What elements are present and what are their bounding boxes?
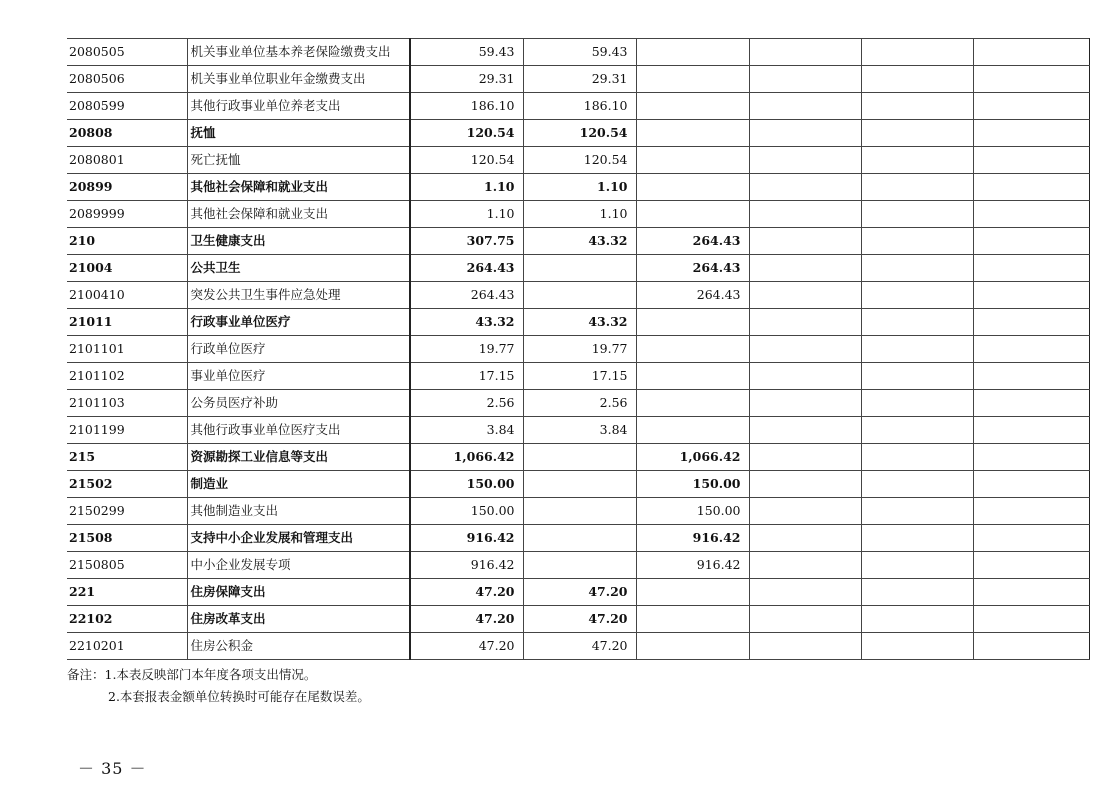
account-name-cell: 其他社会保障和就业支出 bbox=[187, 174, 410, 201]
basic-expenditure-cell: 43.32 bbox=[523, 309, 636, 336]
basic-expenditure-cell: 2.56 bbox=[523, 390, 636, 417]
empty-cell bbox=[749, 174, 861, 201]
total-amount-cell: 150.00 bbox=[410, 498, 523, 525]
total-amount-cell: 150.00 bbox=[410, 471, 523, 498]
table-row bbox=[67, 255, 1089, 282]
basic-expenditure-cell: 120.54 bbox=[523, 147, 636, 174]
project-expenditure-cell bbox=[636, 336, 749, 363]
total-amount-cell: 29.31 bbox=[410, 66, 523, 93]
project-expenditure-cell bbox=[636, 633, 749, 660]
empty-cell bbox=[861, 579, 973, 606]
empty-cell bbox=[861, 498, 973, 525]
account-name-cell: 住房改革支出 bbox=[187, 606, 410, 633]
footnote-2: 2.本套报表金额单位转换时可能存在尾数误差。 bbox=[108, 689, 370, 704]
basic-expenditure-cell bbox=[523, 471, 636, 498]
project-expenditure-cell bbox=[636, 120, 749, 147]
empty-cell bbox=[973, 228, 1089, 255]
empty-cell bbox=[749, 633, 861, 660]
empty-cell bbox=[749, 606, 861, 633]
project-expenditure-cell: 916.42 bbox=[636, 552, 749, 579]
table-row bbox=[67, 633, 1089, 660]
account-name-cell: 中小企业发展专项 bbox=[187, 552, 410, 579]
basic-expenditure-cell bbox=[523, 444, 636, 471]
account-name-cell: 住房公积金 bbox=[187, 633, 410, 660]
empty-cell bbox=[973, 444, 1089, 471]
project-expenditure-cell bbox=[636, 309, 749, 336]
empty-cell bbox=[749, 228, 861, 255]
table-row bbox=[67, 336, 1089, 363]
account-code-cell: 21011 bbox=[67, 309, 187, 336]
basic-expenditure-cell: 1.10 bbox=[523, 201, 636, 228]
total-amount-cell: 17.15 bbox=[410, 363, 523, 390]
project-expenditure-cell bbox=[636, 66, 749, 93]
total-amount-cell: 59.43 bbox=[410, 39, 523, 66]
empty-cell bbox=[749, 120, 861, 147]
account-name-cell: 死亡抚恤 bbox=[187, 147, 410, 174]
total-amount-cell: 120.54 bbox=[410, 120, 523, 147]
table-row bbox=[67, 552, 1089, 579]
total-amount-cell: 47.20 bbox=[410, 606, 523, 633]
empty-cell bbox=[973, 201, 1089, 228]
basic-expenditure-cell bbox=[523, 525, 636, 552]
account-name-cell: 公务员医疗补助 bbox=[187, 390, 410, 417]
account-code-cell: 22102 bbox=[67, 606, 187, 633]
project-expenditure-cell bbox=[636, 363, 749, 390]
empty-cell bbox=[749, 309, 861, 336]
empty-cell bbox=[973, 336, 1089, 363]
account-code-cell: 2089999 bbox=[67, 201, 187, 228]
account-name-cell: 抚恤 bbox=[187, 120, 410, 147]
basic-expenditure-cell: 59.43 bbox=[523, 39, 636, 66]
empty-cell bbox=[749, 93, 861, 120]
project-expenditure-cell bbox=[636, 201, 749, 228]
table-row bbox=[67, 498, 1089, 525]
account-code-cell: 20899 bbox=[67, 174, 187, 201]
empty-cell bbox=[861, 471, 973, 498]
account-code-cell: 2100410 bbox=[67, 282, 187, 309]
page-number: － 35 － bbox=[78, 759, 147, 778]
project-expenditure-cell: 150.00 bbox=[636, 498, 749, 525]
empty-cell bbox=[861, 39, 973, 66]
empty-cell bbox=[973, 255, 1089, 282]
account-name-cell: 制造业 bbox=[187, 471, 410, 498]
empty-cell bbox=[861, 417, 973, 444]
basic-expenditure-cell: 17.15 bbox=[523, 363, 636, 390]
empty-cell bbox=[861, 390, 973, 417]
empty-cell bbox=[749, 471, 861, 498]
project-expenditure-cell bbox=[636, 147, 749, 174]
account-code-cell: 210 bbox=[67, 228, 187, 255]
empty-cell bbox=[973, 66, 1089, 93]
basic-expenditure-cell: 1.10 bbox=[523, 174, 636, 201]
empty-cell bbox=[861, 282, 973, 309]
account-code-cell: 2080801 bbox=[67, 147, 187, 174]
account-name-cell: 其他社会保障和就业支出 bbox=[187, 201, 410, 228]
account-code-cell: 2101199 bbox=[67, 417, 187, 444]
table-row bbox=[67, 201, 1089, 228]
account-name-cell: 卫生健康支出 bbox=[187, 228, 410, 255]
basic-expenditure-cell bbox=[523, 255, 636, 282]
empty-cell bbox=[749, 579, 861, 606]
empty-cell bbox=[749, 39, 861, 66]
table-row bbox=[67, 93, 1089, 120]
table-row bbox=[67, 309, 1089, 336]
empty-cell bbox=[973, 39, 1089, 66]
empty-cell bbox=[973, 309, 1089, 336]
account-code-cell: 2150805 bbox=[67, 552, 187, 579]
empty-cell bbox=[749, 363, 861, 390]
basic-expenditure-cell bbox=[523, 498, 636, 525]
account-name-cell: 机关事业单位职业年金缴费支出 bbox=[187, 66, 410, 93]
empty-cell bbox=[861, 174, 973, 201]
account-code-cell: 2080505 bbox=[67, 39, 187, 66]
basic-expenditure-cell: 47.20 bbox=[523, 606, 636, 633]
account-name-cell: 住房保障支出 bbox=[187, 579, 410, 606]
empty-cell bbox=[749, 552, 861, 579]
empty-cell bbox=[973, 525, 1089, 552]
empty-cell bbox=[749, 66, 861, 93]
basic-expenditure-cell: 47.20 bbox=[523, 633, 636, 660]
table-row bbox=[67, 120, 1089, 147]
project-expenditure-cell: 150.00 bbox=[636, 471, 749, 498]
account-code-cell: 21508 bbox=[67, 525, 187, 552]
total-amount-cell: 186.10 bbox=[410, 93, 523, 120]
empty-cell bbox=[973, 147, 1089, 174]
empty-cell bbox=[749, 336, 861, 363]
account-name-cell: 行政单位医疗 bbox=[187, 336, 410, 363]
basic-expenditure-cell: 29.31 bbox=[523, 66, 636, 93]
empty-cell bbox=[973, 363, 1089, 390]
account-name-cell: 其他制造业支出 bbox=[187, 498, 410, 525]
table-row bbox=[67, 471, 1089, 498]
empty-cell bbox=[749, 201, 861, 228]
total-amount-cell: 1,066.42 bbox=[410, 444, 523, 471]
empty-cell bbox=[973, 471, 1089, 498]
empty-cell bbox=[861, 66, 973, 93]
project-expenditure-cell: 264.43 bbox=[636, 255, 749, 282]
project-expenditure-cell bbox=[636, 606, 749, 633]
project-expenditure-cell bbox=[636, 579, 749, 606]
empty-cell bbox=[749, 147, 861, 174]
table-row bbox=[67, 174, 1089, 201]
empty-cell bbox=[973, 120, 1089, 147]
total-amount-cell: 264.43 bbox=[410, 255, 523, 282]
basic-expenditure-cell bbox=[523, 552, 636, 579]
empty-cell bbox=[973, 606, 1089, 633]
table-row bbox=[67, 417, 1089, 444]
project-expenditure-cell: 1,066.42 bbox=[636, 444, 749, 471]
table-row bbox=[67, 147, 1089, 174]
project-expenditure-cell bbox=[636, 417, 749, 444]
table-row bbox=[67, 390, 1089, 417]
empty-cell bbox=[973, 282, 1089, 309]
empty-cell bbox=[861, 93, 973, 120]
account-code-cell: 2080506 bbox=[67, 66, 187, 93]
account-name-cell: 事业单位医疗 bbox=[187, 363, 410, 390]
footnote-1: 备注：1.本表反映部门本年度各项支出情况。 bbox=[67, 667, 317, 682]
empty-cell bbox=[973, 417, 1089, 444]
account-code-cell: 2101101 bbox=[67, 336, 187, 363]
account-name-cell: 其他行政事业单位医疗支出 bbox=[187, 417, 410, 444]
basic-expenditure-cell: 47.20 bbox=[523, 579, 636, 606]
total-amount-cell: 43.32 bbox=[410, 309, 523, 336]
basic-expenditure-cell: 120.54 bbox=[523, 120, 636, 147]
empty-cell bbox=[749, 525, 861, 552]
total-amount-cell: 916.42 bbox=[410, 525, 523, 552]
table-row bbox=[67, 606, 1089, 633]
basic-expenditure-cell: 186.10 bbox=[523, 93, 636, 120]
empty-cell bbox=[861, 228, 973, 255]
empty-cell bbox=[973, 174, 1089, 201]
account-name-cell: 突发公共卫生事件应急处理 bbox=[187, 282, 410, 309]
empty-cell bbox=[861, 363, 973, 390]
basic-expenditure-cell: 43.32 bbox=[523, 228, 636, 255]
empty-cell bbox=[749, 282, 861, 309]
empty-cell bbox=[861, 309, 973, 336]
account-name-cell: 其他行政事业单位养老支出 bbox=[187, 93, 410, 120]
empty-cell bbox=[861, 525, 973, 552]
empty-cell bbox=[973, 552, 1089, 579]
table-body bbox=[67, 39, 1089, 660]
project-expenditure-cell: 264.43 bbox=[636, 228, 749, 255]
total-amount-cell: 1.10 bbox=[410, 174, 523, 201]
account-code-cell: 2080599 bbox=[67, 93, 187, 120]
empty-cell bbox=[861, 606, 973, 633]
total-amount-cell: 264.43 bbox=[410, 282, 523, 309]
table-row bbox=[67, 282, 1089, 309]
basic-expenditure-cell: 3.84 bbox=[523, 417, 636, 444]
table-row bbox=[67, 66, 1089, 93]
total-amount-cell: 1.10 bbox=[410, 201, 523, 228]
account-name-cell: 支持中小企业发展和管理支出 bbox=[187, 525, 410, 552]
empty-cell bbox=[749, 417, 861, 444]
empty-cell bbox=[861, 444, 973, 471]
account-code-cell: 221 bbox=[67, 579, 187, 606]
account-name-cell: 行政事业单位医疗 bbox=[187, 309, 410, 336]
empty-cell bbox=[861, 201, 973, 228]
empty-cell bbox=[861, 633, 973, 660]
empty-cell bbox=[749, 498, 861, 525]
table-row bbox=[67, 39, 1089, 66]
empty-cell bbox=[973, 579, 1089, 606]
empty-cell bbox=[861, 147, 973, 174]
empty-cell bbox=[973, 498, 1089, 525]
account-name-cell: 资源勘探工业信息等支出 bbox=[187, 444, 410, 471]
project-expenditure-cell bbox=[636, 93, 749, 120]
total-amount-cell: 307.75 bbox=[410, 228, 523, 255]
total-amount-cell: 2.56 bbox=[410, 390, 523, 417]
account-code-cell: 20808 bbox=[67, 120, 187, 147]
basic-expenditure-cell: 19.77 bbox=[523, 336, 636, 363]
account-code-cell: 2101103 bbox=[67, 390, 187, 417]
total-amount-cell: 47.20 bbox=[410, 633, 523, 660]
table-row bbox=[67, 525, 1089, 552]
total-amount-cell: 916.42 bbox=[410, 552, 523, 579]
table-row bbox=[67, 363, 1089, 390]
footnotes bbox=[67, 664, 370, 708]
empty-cell bbox=[861, 336, 973, 363]
project-expenditure-cell: 916.42 bbox=[636, 525, 749, 552]
total-amount-cell: 120.54 bbox=[410, 147, 523, 174]
empty-cell bbox=[861, 255, 973, 282]
account-name-cell: 机关事业单位基本养老保险缴费支出 bbox=[187, 39, 410, 66]
empty-cell bbox=[973, 93, 1089, 120]
project-expenditure-cell bbox=[636, 39, 749, 66]
account-code-cell: 2101102 bbox=[67, 363, 187, 390]
account-code-cell: 21004 bbox=[67, 255, 187, 282]
table-row bbox=[67, 579, 1089, 606]
project-expenditure-cell bbox=[636, 390, 749, 417]
account-code-cell: 2210201 bbox=[67, 633, 187, 660]
account-code-cell: 21502 bbox=[67, 471, 187, 498]
expenditure-table bbox=[67, 38, 1090, 660]
empty-cell bbox=[861, 552, 973, 579]
total-amount-cell: 3.84 bbox=[410, 417, 523, 444]
project-expenditure-cell: 264.43 bbox=[636, 282, 749, 309]
empty-cell bbox=[973, 390, 1089, 417]
project-expenditure-cell bbox=[636, 174, 749, 201]
empty-cell bbox=[749, 444, 861, 471]
empty-cell bbox=[973, 633, 1089, 660]
basic-expenditure-cell bbox=[523, 282, 636, 309]
table-row bbox=[67, 444, 1089, 471]
empty-cell bbox=[749, 390, 861, 417]
empty-cell bbox=[861, 120, 973, 147]
table-row bbox=[67, 228, 1089, 255]
account-name-cell: 公共卫生 bbox=[187, 255, 410, 282]
empty-cell bbox=[749, 255, 861, 282]
account-code-cell: 215 bbox=[67, 444, 187, 471]
account-code-cell: 2150299 bbox=[67, 498, 187, 525]
total-amount-cell: 19.77 bbox=[410, 336, 523, 363]
total-amount-cell: 47.20 bbox=[410, 579, 523, 606]
